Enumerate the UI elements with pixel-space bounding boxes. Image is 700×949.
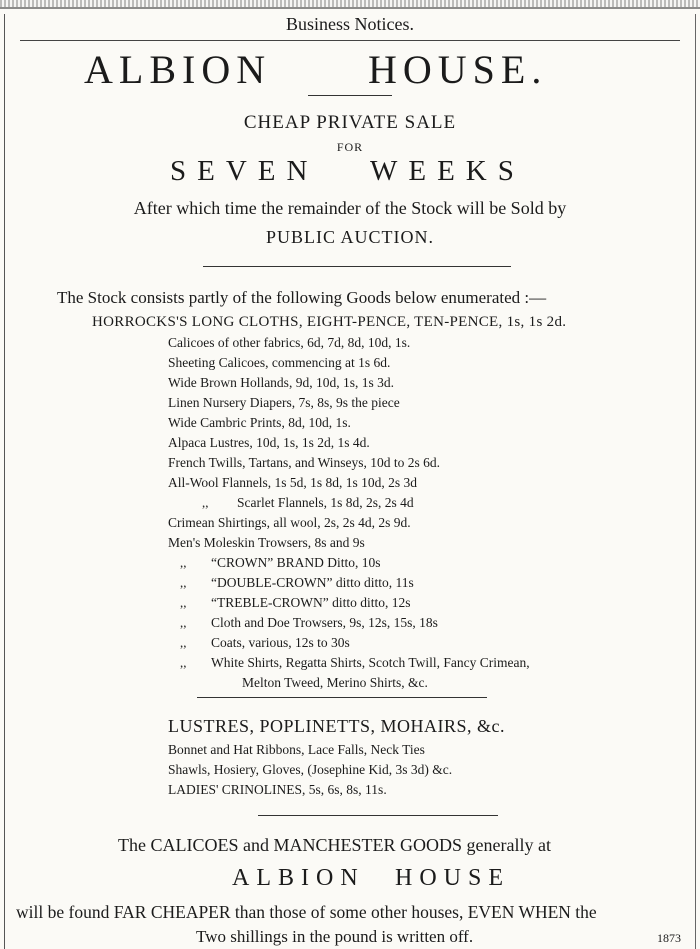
stock-item: Linen Nursery Diapers, 7s, 8s, 9s the piece: [168, 395, 400, 410]
ditto-mark: ,,: [180, 555, 187, 570]
lustres-headline: LUSTRES, POPLINETTS, MOHAIRS, &c.: [168, 716, 506, 736]
cheaper-line: will be found FAR CHEAPER than those of some other houses, EVEN WHEN the: [16, 902, 597, 922]
lustres-item: Bonnet and Hat Ribbons, Lace Falls, Neck Ties: [168, 742, 425, 757]
stock-item: Wide Cambric Prints, 8d, 10d, 1s.: [168, 415, 351, 430]
stock-item: White Shirts, Regatta Shirts, Scotch Twill, Fancy Crimean,: [211, 655, 530, 670]
stock-item: All-Wool Flannels, 1s 5d, 1s 8d, 1s 10d, 2s 3d: [168, 475, 418, 490]
seven-weeks-line: [0, 155, 700, 189]
header-rule: [20, 40, 680, 41]
divider-rule: [308, 95, 392, 96]
masthead: [0, 46, 700, 94]
footer-number: 1873: [657, 931, 681, 945]
masthead-word-albion: ALBION: [84, 47, 272, 92]
stock-intro: The Stock consists partly of the following Goods below enumerated :—: [57, 288, 547, 307]
stock-item: “CROWN” BRAND Ditto, 10s: [211, 555, 381, 570]
stock-item: “DOUBLE-CROWN” ditto ditto, 11s: [211, 575, 414, 590]
stock-item: Men's Moleskin Trowsers, 8s and 9s: [168, 535, 365, 550]
ditto-mark: ,,: [180, 635, 187, 650]
stock-item: Calicoes of other fabrics, 6d, 7d, 8d, 10d, 1s.: [168, 335, 411, 350]
ditto-mark: ,,: [180, 655, 187, 670]
stock-item: Cloth and Doe Trowsers, 9s, 12s, 15s, 18s: [211, 615, 438, 630]
after-line: After which time the remainder of the Stock will be Sold by: [133, 198, 567, 218]
stock-headline: HORROCKS'S LONG CLOTHS, EIGHT-PENCE, TEN-PENCE, 1s, 1s 2d.: [92, 314, 567, 330]
stock-item: French Twills, Tartans, and Winseys, 10d to 2s 6d.: [168, 455, 441, 470]
masthead-word-house: HOUSE.: [368, 47, 548, 92]
stock-item: Alpaca Lustres, 10d, 1s, 1s 2d, 1s 4d.: [168, 435, 370, 450]
stock-item: “TREBLE-CROWN” ditto ditto, 12s: [211, 595, 411, 610]
stock-item: Wide Brown Hollands, 9d, 10d, 1s, 1s 3d.: [168, 375, 394, 390]
divider-rule: [203, 266, 511, 267]
sale-line: CHEAP PRIVATE SALE: [243, 112, 457, 133]
seven-word: SEVEN: [170, 155, 319, 187]
top-border: [0, 0, 700, 9]
ditto-mark: ,,: [180, 615, 187, 630]
albion-house-line: [0, 865, 700, 895]
house-word: HOUSE: [395, 865, 511, 891]
ditto-mark: ,,: [180, 595, 187, 610]
ditto-mark: ,,: [202, 495, 209, 510]
written-off-line: Two shillings in the pound is written off.: [196, 927, 474, 946]
lustres-item: Shawls, Hosiery, Gloves, (Josephine Kid, 3s 3d) &c.: [168, 762, 453, 777]
stock-item: Melton Tweed, Merino Shirts, &c.: [242, 675, 428, 690]
divider-rule: [258, 815, 498, 816]
lustres-item: LADIES' CRINOLINES, 5s, 6s, 8s, 11s.: [168, 782, 387, 797]
stock-item: Sheeting Calicoes, commencing at 1s 6d.: [168, 355, 391, 370]
albion-word: ALBION: [232, 865, 365, 891]
for-line: FOR: [336, 140, 364, 154]
section-header: Business Notices.: [286, 14, 414, 34]
closing-line: The CALICOES and MANCHESTER GOODS generally at: [118, 835, 551, 855]
ditto-mark: ,,: [180, 575, 187, 590]
weeks-word: WEEKS: [370, 155, 525, 187]
divider-rule: [197, 697, 487, 698]
stock-item: Coats, various, 12s to 30s: [211, 635, 350, 650]
stock-item: Scarlet Flannels, 1s 8d, 2s, 2s 4d: [237, 495, 414, 510]
stock-item: Crimean Shirtings, all wool, 2s, 2s 4d, 2s 9d.: [168, 515, 411, 530]
auction-line: PUBLIC AUCTION.: [265, 227, 434, 247]
